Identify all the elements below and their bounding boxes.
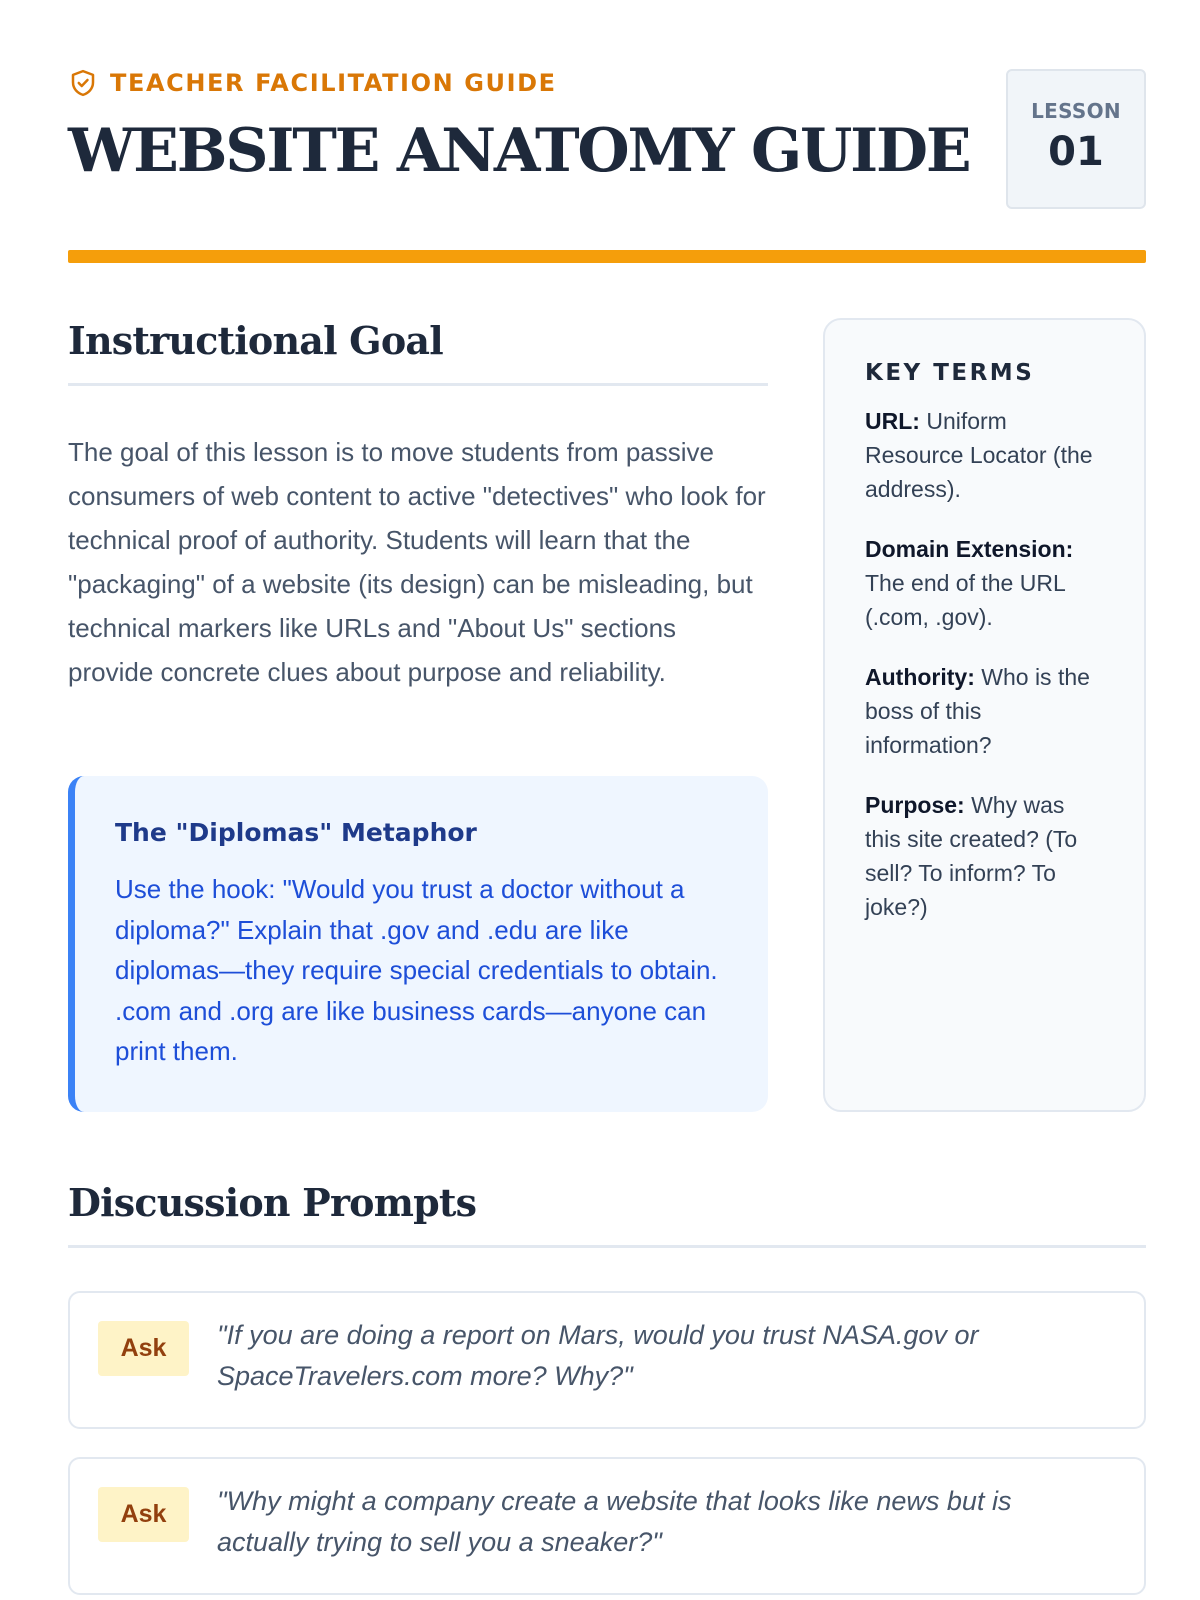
eyebrow (68, 68, 557, 98)
callout-title: The "Diplomas" Metaphor (115, 818, 477, 847)
discussion-prompts-section (68, 1180, 1146, 1248)
page-title: WEBSITE ANATOMY GUIDE (68, 116, 970, 186)
lesson-label: LESSON (1031, 99, 1121, 123)
term-definition: The end of the URL (.com, .gov). (865, 570, 1065, 630)
key-term-purpose (865, 788, 1106, 924)
section-divider (68, 1245, 1146, 1248)
instructional-goal-section (68, 318, 768, 694)
shield-check-icon (68, 68, 98, 98)
key-term-url (865, 404, 1106, 506)
metaphor-callout (68, 776, 768, 1112)
term-label: URL: (865, 408, 920, 434)
key-term-domain-extension (865, 532, 1106, 634)
term-label: Purpose: (865, 792, 965, 818)
term-definition: Uniform Resource Locator (the address). (865, 408, 1093, 502)
term-definition: Why was this site created? (To sell? To inform? To joke?) (865, 792, 1078, 920)
eyebrow-label: TEACHER FACILITATION GUIDE (110, 69, 557, 97)
facilitation-guide-page (68, 0, 1146, 1600)
key-terms-list (865, 404, 1106, 924)
discussion-prompt-card (68, 1291, 1146, 1429)
lesson-number: 01 (1048, 129, 1104, 175)
term-definition: Who is the boss of this information? (865, 664, 1090, 758)
prompt-text: "Why might a company create a website that looks like news but is actually trying to sell you a sneaker?" (217, 1486, 1012, 1557)
prompt-text: "If you are doing a report on Mars, would you trust NASA.gov or SpaceTravelers.com more? Why?" (217, 1320, 979, 1391)
header-divider (68, 250, 1146, 263)
ask-badge: Ask (98, 1321, 189, 1376)
discussion-prompt-card (68, 1457, 1146, 1595)
callout-text: Use the hook: "Would you trust a doctor without a diploma?" Explain that .gov and .edu are like diplomas—they require special credentials to obtain. .com and .org are like business cards—anyone can print them. (115, 874, 718, 1066)
key-term-authority (865, 660, 1106, 762)
key-terms-title: KEY TERMS (865, 360, 1035, 386)
discussion-prompts-title: Discussion Prompts (68, 1180, 477, 1225)
term-label: Authority: (865, 664, 975, 690)
section-divider (68, 383, 768, 386)
instructional-goal-text: The goal of this lesson is to move students from passive consumers of web content to active "detectives" who look for technical proof of authority. Students will learn that the "packaging" of a website (its design) can be misleading, but technical markers like URLs and "About Us" sections provide concrete clues about purpose and reliability. (68, 437, 766, 687)
term-label: Domain Extension: (865, 536, 1074, 562)
key-terms-panel (823, 318, 1146, 1112)
ask-badge: Ask (98, 1487, 189, 1542)
lesson-badge (1006, 69, 1146, 209)
instructional-goal-title: Instructional Goal (68, 318, 443, 363)
